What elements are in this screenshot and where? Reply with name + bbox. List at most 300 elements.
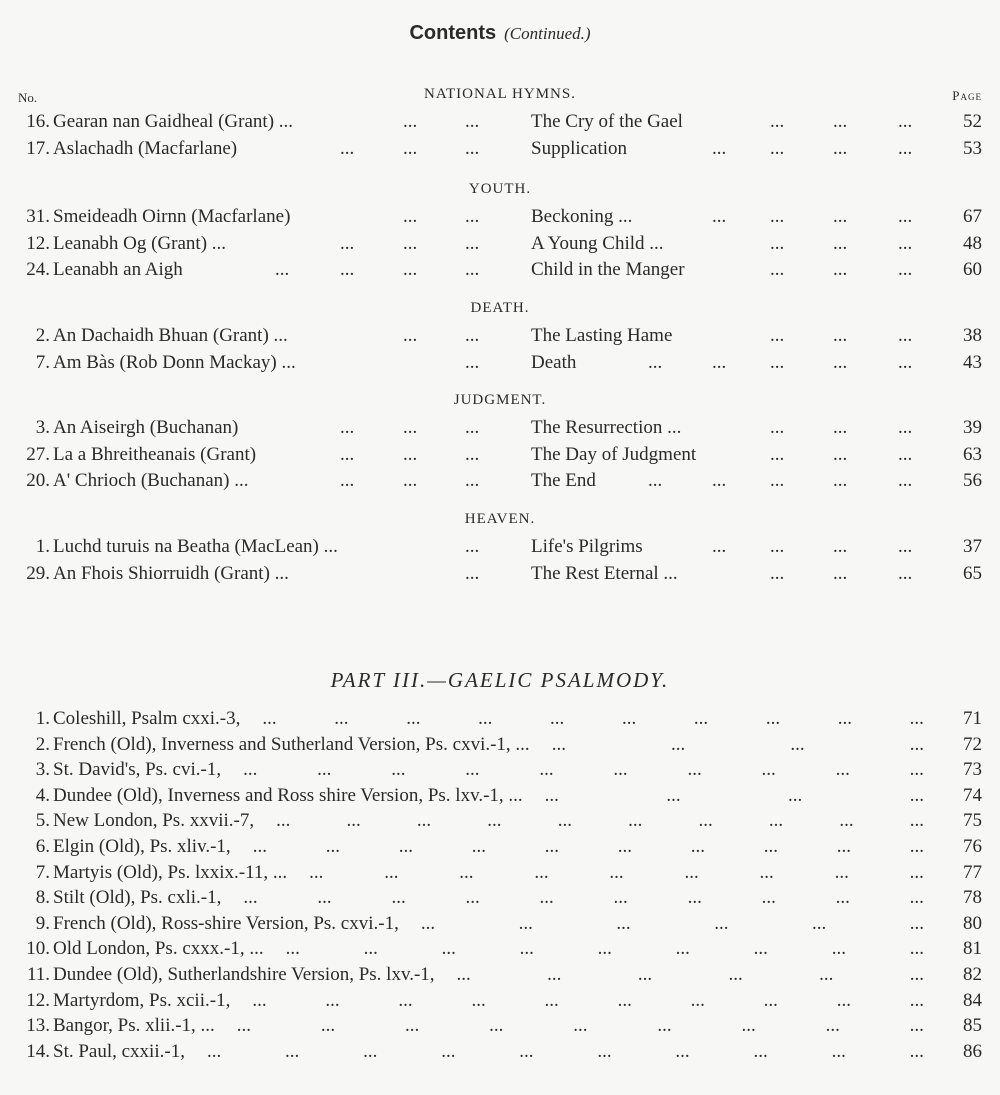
page-number: 78 — [963, 887, 982, 909]
leader-dot-group: ... — [551, 733, 566, 755]
page-number: 77 — [963, 861, 982, 883]
leader-dot-group: ... — [811, 912, 827, 934]
leader-dot-group: ... — [684, 861, 699, 883]
leader-dots: ... — [340, 137, 355, 159]
leader-dots: ... — [465, 443, 480, 465]
leader-dot-group: ... — [544, 836, 559, 857]
leader-dot-group: ... — [835, 887, 850, 909]
toc-row — [0, 444, 1000, 470]
leader-dot-group: ... — [544, 989, 559, 1011]
entry-number: 7. — [35, 351, 50, 373]
leader-dots: ... — [712, 206, 727, 227]
leader-dot-group: ... — [837, 708, 852, 729]
psalm-tune-row — [0, 1041, 1000, 1066]
leader-dots — [262, 708, 924, 733]
entry-number: 24. — [26, 259, 50, 280]
leader-dots — [207, 1041, 924, 1066]
leader-dot-group: ... — [534, 861, 549, 883]
page-number: 72 — [963, 733, 982, 755]
leader-dot-group: ... — [441, 938, 456, 960]
leader-dot-group: ... — [243, 759, 258, 781]
page-number: 74 — [963, 784, 982, 806]
leader-dot-group: ... — [819, 964, 834, 985]
leader-dots: ... — [403, 111, 418, 132]
leader-dot-group: ... — [325, 989, 340, 1011]
entry-number: 8. — [35, 887, 50, 909]
leader-dot-group: ... — [459, 861, 474, 883]
section-heading: DEATH. — [470, 300, 530, 316]
leader-dots — [552, 734, 924, 759]
page-number: 60 — [963, 259, 982, 280]
leader-dot-group: ... — [763, 989, 778, 1011]
tune-title: Elgin (Old), Ps. xliv.-1, — [53, 836, 231, 857]
gaelic-title: Am Bàs (Rob Donn Mackay) ... — [53, 351, 296, 373]
leader-dot-group: ... — [637, 964, 653, 985]
leader-dots — [545, 785, 924, 810]
gaelic-title: A' Chrioch (Buchanan) ... — [53, 470, 249, 491]
leader-dot-group: ... — [519, 938, 534, 960]
leader-dot-group: ... — [489, 1015, 504, 1037]
leader-dots: ... — [340, 259, 355, 280]
leader-dots: ... — [833, 470, 848, 491]
page-number: 76 — [963, 836, 982, 857]
leader-dots — [237, 1015, 924, 1040]
page-number: 63 — [963, 443, 982, 465]
leader-dot-group: ... — [518, 912, 533, 934]
leader-dot-group: ... — [690, 989, 705, 1011]
leader-dots: ... — [833, 232, 848, 254]
leader-dot-group: ... — [761, 887, 776, 909]
gaelic-title: An Dachaidh Bhuan (Grant) ... — [53, 325, 288, 346]
page-number: 80 — [963, 912, 982, 934]
psalm-tune-row — [0, 785, 1000, 810]
leader-dot-group: ... — [617, 989, 632, 1011]
leader-dot-group: ... — [276, 810, 291, 832]
tune-title: St. David's, Ps. cvi.-1, — [53, 759, 222, 781]
psalm-tune-row — [0, 759, 1000, 784]
leader-dots: ... — [898, 232, 913, 254]
leader-dots — [276, 810, 924, 835]
leader-dot-group: ... — [334, 708, 349, 729]
leader-dot-group: ... — [768, 810, 784, 832]
leader-dots: ... — [898, 351, 913, 373]
leader-dots: ... — [403, 206, 418, 227]
leader-dots: ... — [898, 417, 913, 438]
leader-dots: ... — [465, 325, 480, 346]
leader-dot-group: ... — [547, 964, 562, 985]
tune-title: Dundee (Old), Sutherlandshire Version, Ps. lxv.-1, — [53, 964, 435, 985]
leader-dot-group: ... — [398, 989, 413, 1011]
leader-dot-group: ... — [262, 708, 277, 729]
leader-dot-group: ... — [825, 1015, 840, 1037]
leader-dot-group: ... — [317, 887, 332, 909]
leader-dots: ... — [833, 536, 848, 557]
leader-dot-group: ... — [416, 810, 432, 832]
leader-dot-group: ... — [690, 836, 705, 857]
leader-dots: ... — [770, 137, 785, 159]
toc-row — [0, 206, 1000, 232]
leader-dot-group: ... — [391, 759, 406, 781]
entry-number: 4. — [35, 784, 50, 806]
tune-title: Martyis (Old), Ps. lxxix.-11, ... — [53, 861, 288, 883]
leader-dot-group: ... — [519, 1040, 534, 1062]
leader-dot-group: ... — [252, 989, 267, 1011]
leader-dot-group: ... — [405, 1015, 420, 1037]
leader-dot-group: ... — [693, 708, 709, 729]
leader-dot-group: ... — [836, 836, 851, 857]
toc-row — [0, 325, 1000, 351]
leader-dots: ... — [770, 232, 785, 254]
leader-dot-group: ... — [831, 938, 846, 960]
leader-dot-group: ... — [909, 989, 924, 1011]
leader-dot-group: ... — [909, 887, 924, 909]
leader-dot-group: ... — [252, 836, 267, 857]
leader-dot-group: ... — [753, 1040, 768, 1062]
leader-dot-group: ... — [835, 759, 850, 781]
entry-number: 11. — [26, 964, 50, 985]
leader-dot-group: ... — [617, 836, 632, 857]
leader-dot-group: ... — [909, 964, 924, 985]
leader-dot-group: ... — [836, 989, 851, 1011]
leader-dots: ... — [712, 351, 727, 373]
psalm-tune-row — [0, 964, 1000, 989]
leader-dots: ... — [340, 417, 355, 438]
leader-dots: ... — [465, 470, 480, 491]
leader-dots: ... — [403, 325, 418, 346]
leader-dot-group: ... — [320, 1015, 336, 1037]
leader-dot-group: ... — [628, 810, 643, 832]
entry-number: 20. — [26, 470, 50, 491]
leader-dots — [252, 990, 924, 1015]
page-number: 52 — [963, 111, 982, 132]
page-number: 39 — [963, 417, 982, 438]
english-title: The Day of Judgment — [531, 443, 697, 465]
leader-dots: ... — [648, 351, 663, 373]
section-heading: JUDGMENT. — [453, 392, 547, 408]
entry-number: 2. — [35, 733, 50, 755]
english-title: The Cry of the Gael — [531, 111, 683, 132]
toc-row — [0, 352, 1000, 378]
toc-row — [0, 111, 1000, 137]
leader-dot-group: ... — [317, 759, 332, 781]
page-number: 43 — [963, 351, 982, 373]
tune-title: Dundee (Old), Inverness and Ross shire Version, Ps. lxv.-1, ... — [53, 784, 523, 806]
leader-dot-group: ... — [675, 938, 690, 960]
leader-dot-group: ... — [550, 708, 565, 729]
entry-number: 10. — [26, 938, 50, 960]
entry-number: 31. — [26, 206, 50, 227]
gaelic-title: La a Bhreitheanais (Grant) — [53, 443, 257, 465]
leader-dot-group: ... — [285, 938, 300, 960]
leader-dots: ... — [898, 259, 913, 280]
leader-dots: ... — [340, 232, 355, 254]
leader-dot-group: ... — [839, 810, 854, 832]
tune-title: Martyrdom, Ps. xcii.-1, — [53, 989, 231, 1011]
english-title: The Rest Eternal ... — [531, 562, 678, 584]
leader-dots: ... — [770, 536, 785, 557]
tune-title: Coleshill, Psalm cxxi.-3, — [53, 708, 241, 729]
leader-dot-group: ... — [687, 887, 702, 909]
tune-title: Stilt (Old), Ps. cxli.-1, — [53, 887, 222, 909]
leader-dot-group: ... — [471, 989, 486, 1011]
leader-dot-group: ... — [398, 836, 413, 857]
leader-dots: ... — [770, 470, 785, 491]
leader-dots: ... — [465, 111, 480, 132]
page-number: 82 — [963, 964, 982, 985]
leader-dot-group: ... — [236, 1015, 252, 1037]
leader-dots: ... — [403, 232, 418, 254]
title-sub: (Continued.) — [504, 24, 591, 43]
entry-number: 29. — [26, 562, 50, 584]
leader-dots — [253, 836, 924, 861]
leader-dot-group: ... — [714, 912, 729, 934]
section-heading: NATIONAL HYMNS. — [424, 86, 576, 102]
leader-dot-group: ... — [621, 708, 637, 729]
entry-number: 5. — [35, 810, 50, 832]
leader-dots: ... — [898, 562, 913, 584]
leader-dots — [243, 759, 924, 784]
english-title: The End — [531, 470, 596, 491]
leader-dot-group: ... — [909, 912, 924, 934]
leader-dot-group: ... — [309, 861, 324, 883]
gaelic-title: An Fhois Shiorruidh (Grant) ... — [53, 562, 289, 584]
leader-dots: ... — [898, 536, 913, 557]
page-number: 85 — [963, 1015, 982, 1037]
leader-dots: ... — [403, 470, 418, 491]
leader-dots: ... — [403, 417, 418, 438]
english-title: Death — [531, 351, 577, 373]
leader-dots: ... — [465, 562, 480, 584]
entry-number: 12. — [26, 232, 50, 254]
tune-title: Old London, Ps. cxxx.-1, ... — [53, 938, 264, 960]
leader-dots: ... — [770, 206, 785, 227]
leader-dots: ... — [465, 417, 480, 438]
entry-number: 7. — [35, 861, 50, 883]
page-number: 65 — [963, 562, 982, 584]
english-title: The Lasting Hame — [531, 325, 673, 346]
tune-title: French (Old), Inverness and Sutherland Version, Ps. cxvi.-1, ... — [53, 733, 530, 755]
english-title: A Young Child ... — [531, 232, 664, 254]
leader-dot-group: ... — [763, 836, 778, 857]
page-number: 75 — [963, 810, 982, 832]
leader-dots: ... — [340, 443, 355, 465]
leader-dot-group: ... — [391, 887, 406, 909]
page-number: 38 — [963, 325, 982, 346]
leader-dot-group: ... — [728, 964, 743, 985]
english-title: Beckoning ... — [531, 206, 633, 227]
tune-title: Bangor, Ps. xlii.-1, ... — [53, 1015, 215, 1037]
leader-dot-group: ... — [420, 912, 436, 934]
leader-dot-group: ... — [753, 938, 768, 960]
leader-dots: ... — [898, 206, 913, 227]
leader-dots: ... — [403, 137, 418, 159]
entry-number: 1. — [35, 708, 50, 729]
gaelic-title: Luchd turuis na Beatha (MacLean) ... — [53, 536, 338, 557]
leader-dot-group: ... — [790, 733, 805, 755]
leader-dot-group: ... — [909, 759, 924, 781]
leader-dot-group: ... — [487, 810, 502, 832]
leader-dot-group: ... — [698, 810, 713, 832]
leader-dot-group: ... — [765, 708, 781, 729]
toc-row — [0, 233, 1000, 259]
leader-dot-group: ... — [909, 1015, 924, 1037]
section-heading: HEAVEN. — [464, 511, 536, 527]
leader-dot-group: ... — [346, 810, 361, 832]
leader-dot-group: ... — [557, 810, 572, 832]
gaelic-title: Gearan nan Gaidheal (Grant) ... — [53, 111, 294, 132]
page-number: 67 — [963, 206, 982, 227]
leader-dots: ... — [770, 259, 785, 280]
leader-dots — [457, 964, 924, 989]
entry-number: 16. — [26, 111, 50, 132]
leader-dots: ... — [465, 259, 480, 280]
leader-dots: ... — [465, 536, 480, 557]
page-number: 37 — [963, 536, 982, 557]
page-number: 81 — [963, 938, 982, 960]
title-main: Contents — [409, 22, 497, 44]
psalm-tune-row — [0, 990, 1000, 1015]
leader-dots: ... — [275, 259, 290, 280]
leader-dot-group: ... — [206, 1040, 222, 1062]
english-title: Life's Pilgrims — [531, 536, 643, 557]
leader-dot-group: ... — [456, 964, 471, 985]
leader-dots: ... — [712, 137, 727, 159]
leader-dot-group: ... — [613, 759, 628, 781]
entry-number: 13. — [26, 1015, 50, 1037]
psalm-tune-row — [0, 734, 1000, 759]
tune-title: New London, Ps. xxvii.-7, — [53, 810, 255, 832]
leader-dots: ... — [833, 417, 848, 438]
leader-dots: ... — [898, 470, 913, 491]
entry-number: 17. — [26, 137, 50, 159]
leader-dot-group: ... — [909, 784, 924, 806]
leader-dot-group: ... — [741, 1015, 756, 1037]
leader-dots: ... — [770, 562, 785, 584]
leader-dot-group: ... — [544, 784, 559, 806]
leader-dot-group: ... — [909, 708, 924, 729]
english-title: Supplication — [531, 137, 628, 159]
leader-dots: ... — [770, 111, 785, 132]
leader-dots: ... — [898, 111, 913, 132]
psalm-tune-row — [0, 913, 1000, 938]
leader-dots — [309, 862, 924, 887]
leader-dots: ... — [403, 259, 418, 280]
leader-dots: ... — [833, 206, 848, 227]
leader-dot-group: ... — [675, 1040, 690, 1062]
toc-row — [0, 138, 1000, 164]
page-title — [0, 22, 1000, 45]
entry-number: 1. — [35, 536, 50, 557]
leader-dots: ... — [833, 259, 848, 280]
leader-dots: ... — [465, 351, 480, 373]
toc-row — [0, 470, 1000, 496]
leader-dot-group: ... — [243, 887, 258, 909]
leader-dot-group: ... — [788, 784, 803, 806]
leader-dots: ... — [833, 325, 848, 346]
leader-dots: ... — [833, 562, 848, 584]
toc-row — [0, 536, 1000, 562]
leader-dots: ... — [833, 111, 848, 132]
leader-dot-group: ... — [478, 708, 493, 729]
leader-dots: ... — [465, 232, 480, 254]
leader-dots — [243, 887, 924, 912]
leader-dot-group: ... — [465, 759, 480, 781]
leader-dot-group: ... — [609, 861, 624, 883]
entry-number: 9. — [35, 912, 50, 934]
leader-dots: ... — [403, 443, 418, 465]
leader-dots: ... — [898, 137, 913, 159]
page-number: 73 — [963, 759, 982, 781]
leader-dot-group: ... — [616, 912, 631, 934]
psalm-tune-row — [0, 1015, 1000, 1040]
leader-dot-group: ... — [909, 733, 924, 755]
leader-dot-group: ... — [759, 861, 774, 883]
column-header-no: No. — [18, 90, 38, 105]
leader-dots: ... — [770, 417, 785, 438]
toc-row — [0, 259, 1000, 285]
part-three-heading: PART III.—GAELIC PSALMODY. — [330, 668, 670, 692]
column-header-page: Page — [952, 88, 982, 103]
leader-dot-group: ... — [657, 1015, 672, 1037]
entry-number: 2. — [35, 325, 50, 346]
leader-dots: ... — [770, 325, 785, 346]
page-number: 86 — [963, 1040, 982, 1062]
leader-dot-group: ... — [666, 784, 681, 806]
leader-dot-group: ... — [539, 759, 554, 781]
leader-dot-group: ... — [325, 836, 340, 857]
leader-dot-group: ... — [909, 938, 924, 960]
psalm-tune-row — [0, 862, 1000, 887]
leader-dots: ... — [833, 351, 848, 373]
leader-dot-group: ... — [363, 938, 378, 960]
entry-number: 27. — [26, 443, 50, 465]
leader-dot-group: ... — [671, 733, 686, 755]
leader-dots: ... — [898, 325, 913, 346]
leader-dot-group: ... — [909, 861, 924, 883]
leader-dots: ... — [833, 137, 848, 159]
psalm-tune-row — [0, 887, 1000, 912]
toc-row — [0, 417, 1000, 443]
leader-dot-group: ... — [909, 836, 924, 857]
tune-title: St. Paul, cxxii.-1, — [53, 1040, 185, 1062]
gaelic-title: An Aiseirgh (Buchanan) — [53, 417, 239, 438]
gaelic-title: Smeideadh Oirnn (Macfarlane) — [53, 206, 291, 227]
leader-dot-group: ... — [687, 759, 702, 781]
leader-dots: ... — [465, 206, 480, 227]
leader-dots: ... — [340, 470, 355, 491]
leader-dot-group: ... — [597, 1040, 612, 1062]
leader-dot-group: ... — [471, 836, 486, 857]
leader-dots: ... — [712, 536, 727, 557]
leader-dots: ... — [465, 137, 480, 159]
english-title: The Resurrection ... — [531, 417, 682, 438]
leader-dots: ... — [712, 470, 727, 491]
leader-dots: ... — [770, 443, 785, 465]
toc-row — [0, 563, 1000, 589]
entry-number: 3. — [35, 417, 50, 438]
leader-dot-group: ... — [441, 1040, 456, 1062]
leader-dot-group: ... — [831, 1040, 846, 1062]
entry-number: 14. — [26, 1040, 50, 1062]
leader-dot-group: ... — [406, 708, 421, 729]
psalm-tune-row — [0, 938, 1000, 963]
leader-dot-group: ... — [363, 1040, 378, 1062]
psalm-tune-row — [0, 836, 1000, 861]
leader-dots: ... — [770, 351, 785, 373]
leader-dot-group: ... — [597, 938, 612, 960]
page-number: 84 — [963, 989, 982, 1011]
entry-number: 6. — [35, 836, 50, 857]
